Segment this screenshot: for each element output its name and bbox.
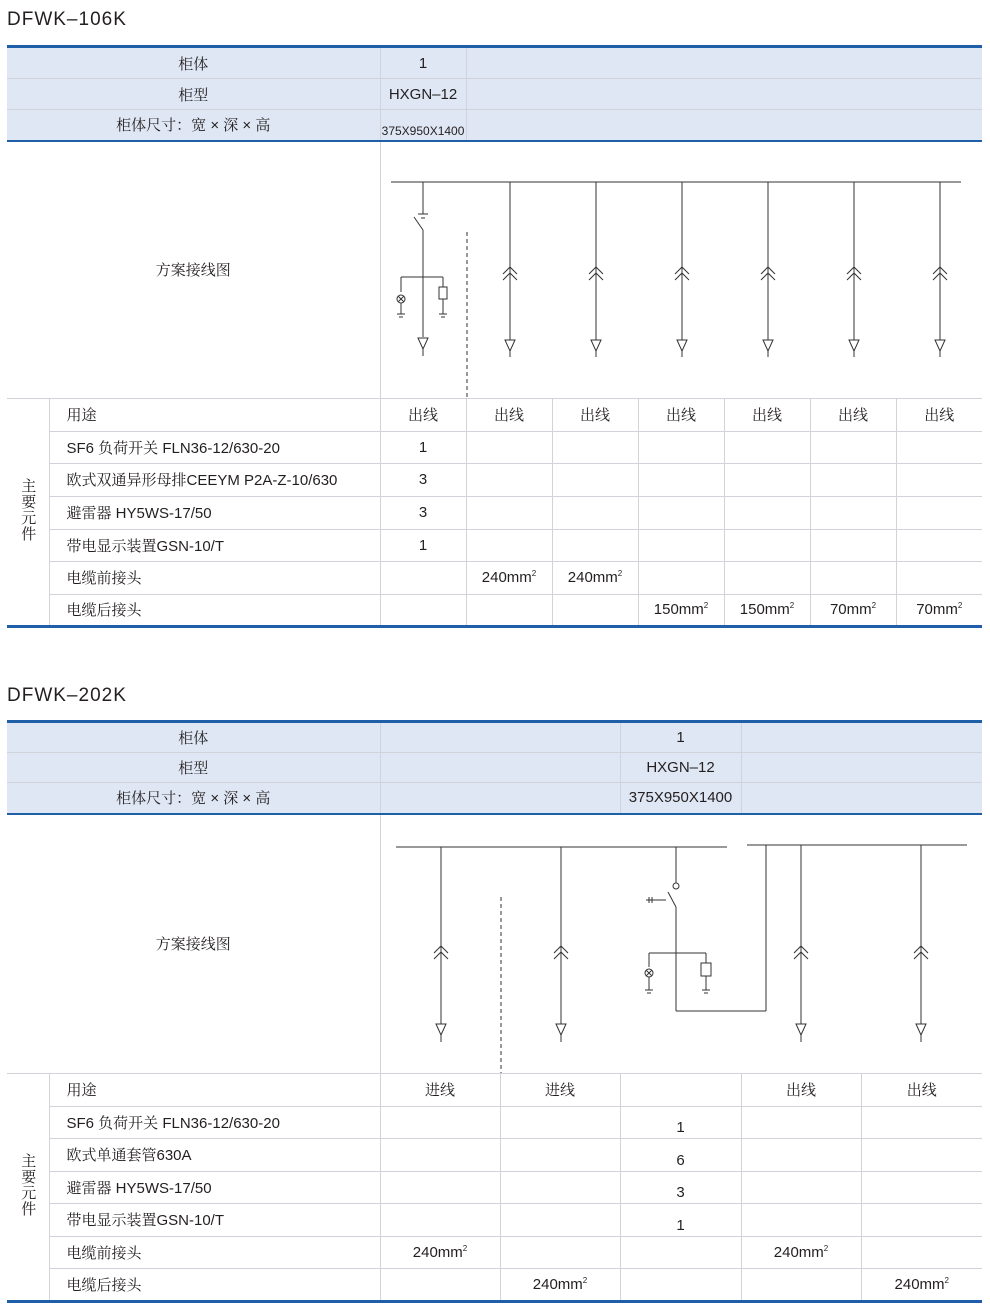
row-cell — [861, 1106, 982, 1138]
row-cell — [896, 431, 982, 463]
row-cell — [741, 1106, 861, 1138]
row-name: 用途 — [49, 1073, 380, 1106]
row-cell: $240mm^2$ — [552, 561, 638, 594]
label-size: 柜体尺寸：宽 × 深 × 高 — [7, 783, 380, 814]
spec-table-1 — [7, 45, 982, 628]
row-name: 欧式双通异形母排CEEYM P2A-Z-10/630 — [49, 463, 380, 496]
cabinet-type: HXGN–12 — [380, 79, 466, 110]
empty-cell — [741, 753, 982, 783]
empty-cell — [380, 783, 620, 814]
wiring-diagram-2 — [380, 814, 982, 1074]
label-type: 柜型 — [7, 79, 380, 110]
row-cell — [552, 463, 638, 496]
feeder-5 — [847, 182, 861, 357]
row-cell — [552, 431, 638, 463]
row-cell — [638, 431, 724, 463]
cabinet-size: 375X950X1400 — [620, 783, 741, 814]
row-cell: 出线 — [741, 1073, 861, 1106]
row-cell — [810, 529, 896, 561]
row-cell: $150mm^2$ — [638, 594, 724, 626]
row-cell — [380, 561, 466, 594]
row-cell: 出线 — [380, 398, 466, 431]
row-name: 避雷器 HY5WS-17/50 — [49, 1171, 380, 1203]
row-cell: $240mm^2$ — [741, 1236, 861, 1268]
row-cell: 出线 — [861, 1073, 982, 1106]
empty-cell — [466, 110, 982, 141]
spec-table-2 — [7, 720, 982, 1303]
row-cell — [741, 1203, 861, 1236]
row-cell — [638, 463, 724, 496]
row-cell — [896, 561, 982, 594]
model-title-2: DFWK–202K — [7, 685, 127, 706]
row-cell — [810, 431, 896, 463]
row-cell — [741, 1171, 861, 1203]
row-cell: 1 — [380, 529, 466, 561]
label-cabinet: 柜体 — [7, 722, 380, 753]
row-name: SF6 负荷开关 FLN36-12/630-20 — [49, 1106, 380, 1138]
row-cell — [724, 463, 810, 496]
load-switch-feeder — [397, 182, 447, 356]
incoming-feeder-1 — [434, 847, 448, 1042]
row-cell: $240mm^2$ — [380, 1236, 500, 1268]
feeder-3 — [675, 182, 689, 357]
row-cell — [861, 1138, 982, 1171]
row-cell: $70mm^2$ — [896, 594, 982, 626]
row-cell — [741, 1268, 861, 1301]
load-switch-section — [645, 845, 766, 1011]
row-cell — [500, 1171, 620, 1203]
row-cell: 1 — [380, 431, 466, 463]
row-cell — [620, 1073, 741, 1106]
row-cell — [552, 496, 638, 529]
row-cell — [380, 1268, 500, 1301]
feeder-2 — [589, 182, 603, 357]
empty-cell — [380, 722, 620, 753]
row-cell: 出线 — [552, 398, 638, 431]
row-cell — [620, 1268, 741, 1301]
row-cell: 出线 — [896, 398, 982, 431]
model-title-1: DFWK–106K — [7, 9, 127, 30]
outgoing-feeder-2 — [914, 845, 928, 1042]
row-cell: 出线 — [466, 398, 552, 431]
row-cell: 3 — [380, 463, 466, 496]
row-cell — [724, 431, 810, 463]
cabinet-number: 1 — [380, 47, 466, 79]
row-cell — [638, 496, 724, 529]
empty-cell — [741, 783, 982, 814]
row-cell — [466, 463, 552, 496]
row-cell — [380, 1171, 500, 1203]
cabinet-number: 1 — [620, 722, 741, 753]
row-cell — [810, 561, 896, 594]
row-cell — [896, 496, 982, 529]
row-cell — [638, 529, 724, 561]
row-cell — [466, 431, 552, 463]
row-cell: 3 — [620, 1171, 741, 1203]
row-name: 欧式单通套管630A — [49, 1138, 380, 1171]
empty-cell — [380, 753, 620, 783]
wiring-diagram-1-svg — [381, 142, 983, 398]
row-cell: $150mm^2$ — [724, 594, 810, 626]
feeder-1 — [503, 182, 517, 357]
row-cell: 进线 — [380, 1073, 500, 1106]
row-cell — [861, 1203, 982, 1236]
row-cell — [861, 1171, 982, 1203]
row-cell: 6 — [620, 1138, 741, 1171]
cabinet-type: HXGN–12 — [620, 753, 741, 783]
row-cell: 3 — [380, 496, 466, 529]
row-cell — [896, 463, 982, 496]
row-name: 电缆后接头 — [49, 594, 380, 626]
row-name: 电缆前接头 — [49, 1236, 380, 1268]
feeder-6 — [933, 182, 947, 357]
row-cell — [861, 1236, 982, 1268]
outgoing-feeder-1 — [794, 845, 808, 1042]
row-cell: 出线 — [638, 398, 724, 431]
row-cell: 进线 — [500, 1073, 620, 1106]
row-cell — [741, 1138, 861, 1171]
row-cell — [500, 1106, 620, 1138]
row-cell — [380, 594, 466, 626]
empty-cell — [466, 47, 982, 79]
row-cell — [724, 529, 810, 561]
row-cell — [638, 561, 724, 594]
row-name: 电缆前接头 — [49, 561, 380, 594]
row-name: SF6 负荷开关 FLN36-12/630-20 — [49, 431, 380, 463]
incoming-feeder-2 — [554, 847, 568, 1042]
label-size: 柜体尺寸：宽 × 深 × 高 — [7, 110, 380, 141]
row-cell — [466, 496, 552, 529]
label-diagram: 方案接线图 — [7, 141, 380, 399]
row-cell: $70mm^2$ — [810, 594, 896, 626]
row-cell — [466, 529, 552, 561]
row-cell — [380, 1106, 500, 1138]
row-cell — [466, 594, 552, 626]
row-cell — [810, 463, 896, 496]
row-name: 带电显示装置GSN-10/T — [49, 529, 380, 561]
label-main-parts: 主要元件 — [7, 398, 49, 626]
row-cell: $240mm^2$ — [861, 1268, 982, 1301]
row-name: 带电显示装置GSN-10/T — [49, 1203, 380, 1236]
row-name: 电缆后接头 — [49, 1268, 380, 1301]
row-cell: 出线 — [810, 398, 896, 431]
label-type: 柜型 — [7, 753, 380, 783]
row-cell: $240mm^2$ — [500, 1268, 620, 1301]
row-cell — [724, 561, 810, 594]
row-cell — [896, 529, 982, 561]
row-cell — [552, 594, 638, 626]
row-cell — [500, 1203, 620, 1236]
row-name: 避雷器 HY5WS-17/50 — [49, 496, 380, 529]
row-name: 用途 — [49, 398, 380, 431]
wiring-diagram-1 — [380, 141, 982, 399]
wiring-diagram-2-svg — [381, 815, 983, 1073]
row-cell — [500, 1236, 620, 1268]
row-cell — [380, 1203, 500, 1236]
row-cell: 出线 — [724, 398, 810, 431]
row-cell: 1 — [620, 1203, 741, 1236]
row-cell — [620, 1236, 741, 1268]
label-diagram: 方案接线图 — [7, 814, 380, 1074]
row-cell — [380, 1138, 500, 1171]
empty-cell — [466, 79, 982, 110]
label-main-parts: 主要元件 — [7, 1073, 49, 1301]
row-cell — [810, 496, 896, 529]
row-cell — [724, 496, 810, 529]
row-cell — [552, 529, 638, 561]
label-cabinet: 柜体 — [7, 47, 380, 79]
feeder-4 — [761, 182, 775, 357]
row-cell: $240mm^2$ — [466, 561, 552, 594]
cabinet-size: 375X950X1400 — [380, 110, 466, 141]
row-cell: 1 — [620, 1106, 741, 1138]
empty-cell — [741, 722, 982, 753]
row-cell — [500, 1138, 620, 1171]
